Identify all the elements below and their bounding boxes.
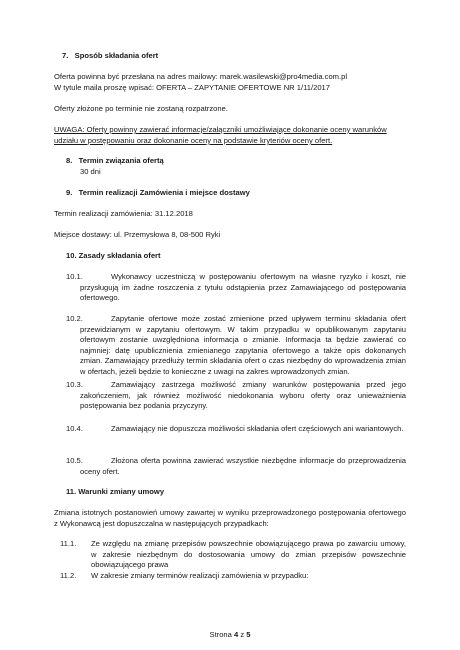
section-7-email-line: Oferta powinna być przesłana na adres mailowy: marek.wasilewski@pro4media.com.pl — [54, 72, 348, 81]
item-10-4-text: Zamawiający nie dopuszcza możliwości składania ofert częściowych ani wariantowych. — [111, 424, 404, 433]
item-10-3-text: Zamawiający zastrzega możliwość zmiany warunków postępowania przed jego zakończeniem, jak również możliwość niedokonania wyboru oferty oraz unieważnienia postępowania bez podania przyczyny. — [80, 380, 406, 410]
section-8-text: 30 dni — [80, 167, 101, 176]
item-10-1-text: Wykonawcy uczestniczą w postępowaniu ofertowym na własne ryzyko i koszt, nie przysługują im żadne roszczenia z tytułu odstąpienia przez Zamawiającego od postępowania ofertowego. — [80, 272, 406, 302]
section-7-title-line: W tytule maila proszę wpisać: OFERTA – ZAPYTANIE OFERTOWE NR 1/11/2017 — [54, 83, 330, 92]
item-10-4-number: 10.4. — [66, 424, 83, 433]
item-11-1-text: Ze względu na zmianę przepisów powszechnie obowiązującego prawa po zawarciu umowy, w zakresie niezbędnym do dostosowania umowy do zmian przepisów powszechnie obowiązującego prawa — [91, 539, 406, 569]
section-7-heading: 7. Sposób składania ofert — [62, 51, 159, 60]
section-7-uwaga-line-2: udziału w postępowaniu oraz dokonanie oceny na podstawie kryteriów oceny ofert. — [54, 136, 333, 145]
item-10-5-number: 10.5. — [66, 456, 83, 465]
footer-separator: z — [238, 630, 247, 639]
item-10-2-number: 10.2. — [66, 314, 83, 323]
item-10-5-text: Złożona oferta powinna zawierać wszystkie niezbędne informacje do przeprowadzenia oceny ofert. — [80, 456, 406, 476]
footer-prefix: Strona — [209, 630, 234, 639]
section-9-heading: 9. Termin realizacji Zamówienia i miejsce dostawy — [66, 188, 250, 197]
footer-total-pages: 5 — [246, 630, 251, 639]
page-footer — [0, 630, 460, 641]
footer-current-page: 4 — [233, 630, 239, 639]
section-11-heading: 11. Warunki zmiany umowy — [66, 487, 165, 496]
item-11-2-text: W zakresie zmiany terminów realizacji zamówienia w przypadku: — [91, 571, 309, 580]
section-7-late-offers: Oferty złożone po terminie nie zostaną rozpatrzone. — [54, 104, 228, 113]
item-11-2-number: 11.2. — [60, 571, 77, 580]
section-8-heading: 8. Termin związania ofertą — [66, 156, 164, 165]
section-11-intro: Zmiana istotnych postanowień umowy zawartej w wyniku przeprowadzonego postępowania ofertowego z Wykonawcą jest dopuszczalna w następujących przypadkach: — [54, 508, 406, 528]
item-10-1-number: 10.1. — [66, 272, 83, 281]
item-11-1-number: 11.1. — [60, 539, 77, 548]
section-7-uwaga-line-1: UWAGA: Oferty powinny zawierać informacje/załączniki umożliwiające dokonanie oceny warunków — [54, 125, 387, 134]
item-10-3-number: 10.3. — [66, 380, 83, 389]
section-9-miejsce: Miejsce dostawy: ul. Przemysłowa 8, 08-500 Ryki — [54, 230, 221, 239]
section-10-heading: 10. Zasady składania ofert — [66, 251, 161, 260]
section-9-termin: Termin realizacji zamówienia: 31.12.2018 — [54, 209, 193, 218]
item-10-2-text: Zapytanie ofertowe może zostać zmienione przed upływem terminu składania ofert przewidzianym w zapytaniu ofertowym. W takim przypadku w opublikowanym zapytaniu ofertowym zostanie uwzględniona informacja o zmianie. Informacja ta będzie zawierać co najmniej: datę upublicznienia zmienianego zapytania ofertowego a także opis dokonanych zmian. Zamawiający przedłuży termin składania ofert o czas niezbędny do wprowadzenia zmian w ofertach, jeżeli będzie to konieczne z uwagi na zakres wprowadzonych zmian. — [80, 314, 406, 376]
